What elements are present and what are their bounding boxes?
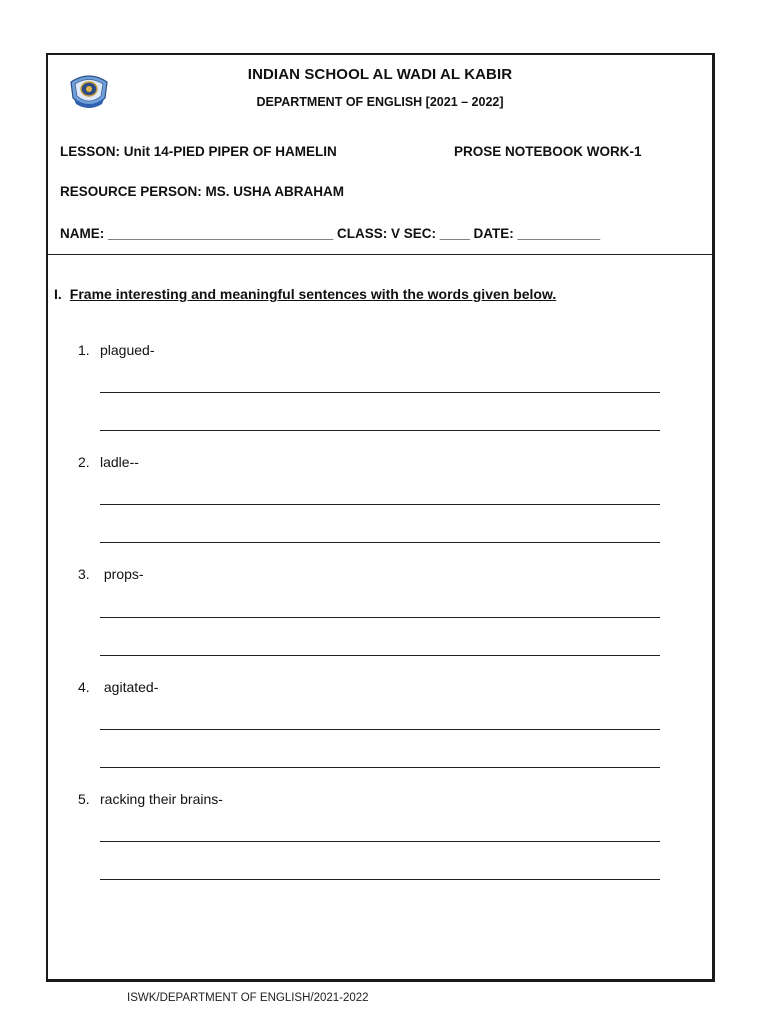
answer-line[interactable] <box>100 879 660 880</box>
department-title: DEPARTMENT OF ENGLISH [2021 – 2022] <box>256 95 504 109</box>
student-details-row[interactable]: NAME: ______________________________ CLASS: V SEC: ____ DATE: ___________ <box>60 226 601 241</box>
word-text: ladle-- <box>100 454 139 470</box>
work-type-label: PROSE NOTEBOOK WORK-1 <box>454 144 642 159</box>
word-text: props- <box>100 566 144 582</box>
answer-line[interactable] <box>100 655 660 656</box>
school-name: INDIAN SCHOOL AL WADI AL KABIR <box>247 66 513 83</box>
answer-line[interactable] <box>100 504 660 505</box>
answer-line[interactable] <box>100 729 660 730</box>
answer-line[interactable] <box>100 542 660 543</box>
word-number: 2. <box>78 454 90 470</box>
answer-line[interactable] <box>100 841 660 842</box>
word-text: agitated- <box>100 679 159 695</box>
word-number: 5. <box>78 791 90 807</box>
header-divider <box>48 254 712 255</box>
word-text: plagued- <box>100 342 155 358</box>
resource-person-label: RESOURCE PERSON: MS. USHA ABRAHAM <box>60 184 345 199</box>
word-item <box>78 566 144 582</box>
word-number: 3. <box>78 566 90 582</box>
section-number: I. <box>54 286 62 302</box>
answer-line[interactable] <box>100 392 660 393</box>
section-instruction-text: Frame interesting and meaningful sentences with the words given below. <box>69 286 557 302</box>
word-item <box>78 342 155 358</box>
word-number: 1. <box>78 342 90 358</box>
word-number: 4. <box>78 679 90 695</box>
lesson-label: LESSON: Unit 14-PIED PIPER OF HAMELIN <box>60 144 337 159</box>
page-footer: ISWK/DEPARTMENT OF ENGLISH/2021-2022 <box>127 992 369 1004</box>
section-instruction <box>54 286 556 302</box>
word-text: racking their brains- <box>100 791 223 807</box>
word-item <box>78 791 223 807</box>
word-item <box>78 454 139 470</box>
word-item <box>78 679 158 695</box>
answer-line[interactable] <box>100 767 660 768</box>
answer-line[interactable] <box>100 617 660 618</box>
worksheet-frame <box>46 53 715 982</box>
answer-line[interactable] <box>100 430 660 431</box>
